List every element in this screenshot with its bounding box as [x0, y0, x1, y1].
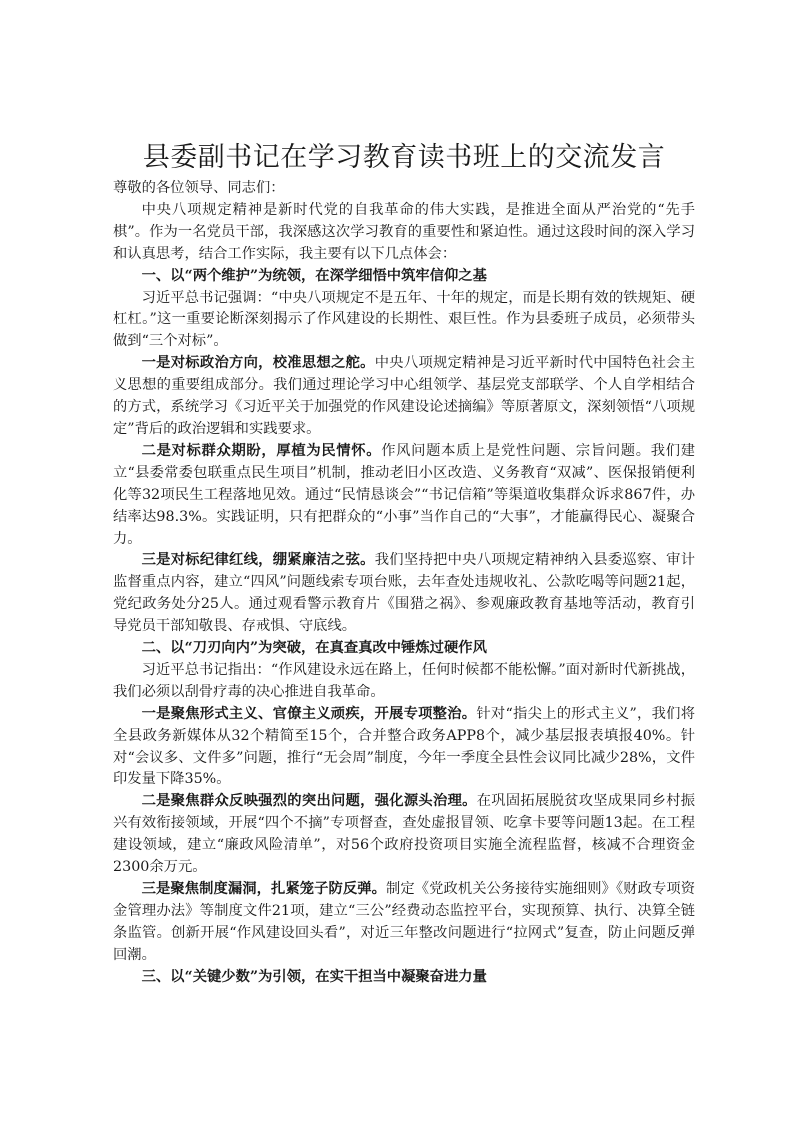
document-page — [113, 140, 695, 989]
salutation: 尊敬的各位领导、同志们： — [113, 180, 285, 196]
point-lead: 一是聚焦形式主义、官僚主义顽疾，开展专项整治。 — [141, 705, 477, 722]
point-text: 作风问题本质上是党性问题、宗旨问题。我们建立“县委常委包联重点民生项目”机制，推动老旧小区改造、义务教育“双减”、医保报销便利化等32项民生工程落地见效。通过“民情恳谈会”“书记信箱”等渠道收集群众诉求867件，办结率达98.3%。实践证明，只有把群众的“小事”当作自己的“大事”，才能赢得民心、凝聚合力。 — [113, 442, 696, 547]
point-text: 在巩固拓展脱贫攻坚成果同乡村振兴有效衔接领域，开展“四个不摘”专项督查，查处虚报冒领、吃拿卡要等问题13起。在工程建设领域，建立“廉政风险清单”，对56个政府投资项目实施全流程监督，核减不合理资金2300余万元。 — [113, 793, 696, 876]
point-text: 我们坚持把中央八项规定精神纳入县委巡察、审计监督重点内容，建立“四风”问题线索专项台账，去年查处违规收礼、公款吃喝等问题21起，党纪政务处分25人。通过观看警示教育片《围猎之祸》、参观廉政教育基地等活动，教育引导党员干部知敬畏、存戒惧、守底线。 — [113, 552, 696, 635]
section-2-point-3 — [113, 879, 695, 967]
intro-paragraph: 中央八项规定精神是新时代党的自我革命的伟大实践，是推进全面从严治党的“先手棋”。作为一名党员干部，我深感这次学习教育的重要性和紧迫性。通过这段时间的深入学习和认真思考，结合工作实际，我主要有以下几点体会： — [113, 201, 695, 262]
section-2-point-2 — [113, 791, 695, 879]
section-1-point-2 — [113, 441, 695, 551]
section-2-heading: 二、以“刀刃向内”为突破，在真查真改中锤炼过硬作风 — [141, 640, 487, 657]
section-1-intro: 习近平总书记强调：“中央八项规定不是五年、十年的规定，而是长期有效的铁规矩、硬杠杠。”这一重要论断深刻揭示了作风建设的长期性、艰巨性。作为县委班子成员，必须带头做到“三个对标”。 — [113, 289, 695, 350]
section-1-point-1 — [113, 353, 695, 441]
document-title: 县委副书记在学习教育读书班上的交流发言 — [142, 142, 666, 173]
point-text: 制定《党政机关公务接待实施细则》《财政专项资金管理办法》等制度文件21项，建立“三公”经费动态监控平台，实现预算、执行、决算全链条监管。创新开展“作风建设回头看”，对近三年整改问题进行“拉网式”复查，防止问题反弹回潮。 — [113, 881, 695, 963]
point-lead: 三是对标纪律红线，绷紧廉洁之弦。 — [141, 552, 375, 569]
point-lead: 三是聚焦制度漏洞，扎紧笼子防反弹。 — [141, 881, 386, 897]
point-text: 针对“指尖上的形式主义”，我们将全县政务新媒体从32个精简至15个，合并整合政务APP8个，减少基层报表填报40%。针对“会议多、文件多”问题，推行“无会周”制度，今年一季度全县性会议同比减少28%，文件印发量下降35%。 — [113, 705, 695, 788]
point-lead: 二是聚焦群众反映强烈的突出问题，强化源头治理。 — [141, 793, 477, 810]
point-lead: 二是对标群众期盼，厚植为民情怀。 — [141, 442, 382, 459]
point-lead: 一是对标政治方向，校准思想之舵。 — [141, 355, 375, 372]
section-2-point-1 — [113, 704, 695, 792]
section-2-intro: 习近平总书记指出：“作风建设永远在路上，任何时候都不能松懈。”面对新时代新挑战，我们必须以刮骨疗毒的决心推进自我革命。 — [113, 661, 695, 700]
section-3-heading: 三、以“关键少数”为引领，在实干担当中凝聚奋进力量 — [141, 968, 487, 985]
section-1-heading: 一、以“两个维护”为统领，在深学细悟中筑牢信仰之基 — [141, 267, 487, 284]
point-text: 中央八项规定精神是习近平新时代中国特色社会主义思想的重要组成部分。我们通过理论学习中心组领学、基层党支部联学、个人自学相结合的方式，系统学习《习近平关于加强党的作风建设论述摘编》等原著原文，深刻领悟“八项规定”背后的政治逻辑和实践要求。 — [113, 355, 696, 437]
section-1-point-3 — [113, 550, 695, 638]
